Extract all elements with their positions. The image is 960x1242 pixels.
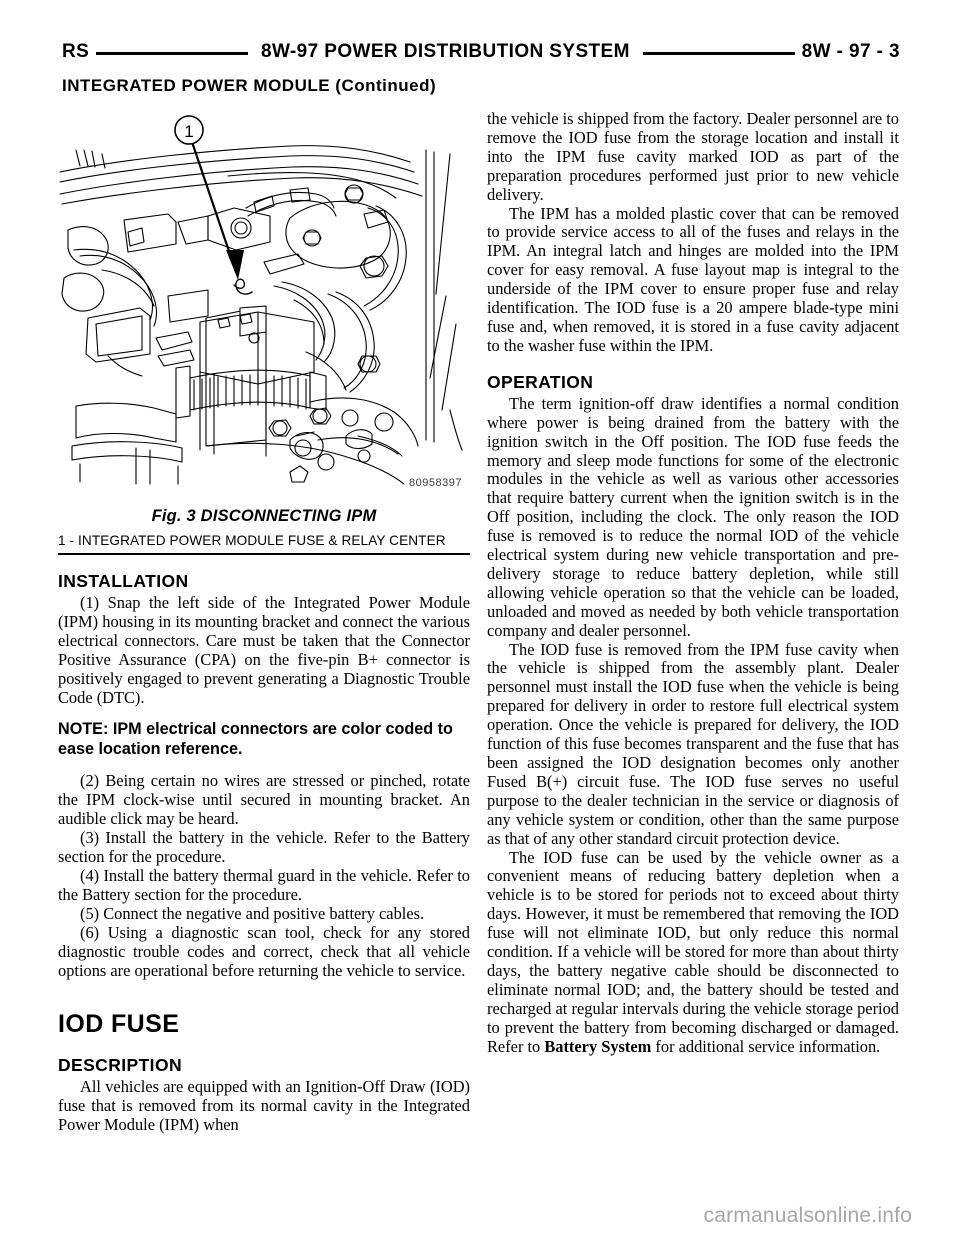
ipm-engine-bay-linedrawing <box>58 110 470 485</box>
figure-caption: Fig. 3 DISCONNECTING IPM <box>151 507 377 525</box>
description-paragraph-part-2: the vehicle is shipped from the factory. Dealer personnel are to remove the IOD fuse from the storage location and install it into the IPM fuse cavity marked IOD as part of the preparation procedures performed just prior to new vehicle delivery. <box>487 109 899 204</box>
left-column <box>58 110 470 1135</box>
figure-legend-item-1: 1 - INTEGRATED POWER MODULE FUSE & RELAY CENTER <box>58 533 446 548</box>
header-left-code: RS <box>62 41 90 62</box>
figure-3 <box>58 110 470 555</box>
heading-description: DESCRIPTION <box>58 1055 182 1076</box>
page-header <box>62 38 900 66</box>
header-page-number: 8W - 97 - 3 <box>801 41 900 62</box>
description-paragraph-2: The IPM has a molded plastic cover that can be removed to provide service access to all of the fuses and relays in the IPM. An integral latch and hinges are molded into the IPM cover for easy removal. A fuse layout map is integral to the underside of the IPM cover to ensure proper fuse and relay identification. The IOD fuse is a 20 ampere blade-type mini fuse and, when removed, it is stored in a fuse cavity adjacent to the washer fuse within the IPM. <box>487 203 899 355</box>
header-rule-right <box>643 52 795 55</box>
installation-step-4: (4) Install the battery thermal guard in the vehicle. Refer to the Battery section for the procedure. <box>58 865 470 904</box>
right-column <box>487 110 899 1057</box>
battery-system-reference: Battery System <box>544 1036 652 1056</box>
figure-divider <box>58 553 470 555</box>
operation-paragraph-1: The term ignition-off draw identifies a normal condition where power is being drained from the battery with the ignition switch in the Off position. The IOD fuse feeds the memory and sleep mode functions for some of the electronic modules in the vehicle as well as various other accessories that require battery current when the ignition switch is in the Off position, including the clock. The only reason the IOD fuse is removed is to reduce the normal IOD of the vehicle electrical system during new vehicle transportation and pre-delivery storage to reduce battery depletion, while still allowing vehicle operation so that the vehicle can be loaded, unloaded and moved as needed by both vehicle transportation company and dealer personnel. <box>487 393 899 640</box>
installation-step-3: (3) Install the battery in the vehicle. Refer to the Battery section for the procedure. <box>58 828 470 867</box>
operation-paragraph-3-pre: The IOD fuse can be used by the vehicle owner as a convenient means of reducing battery depletion when a vehicle is to be stored for periods not to exceed about thirty days. However, it must be remembered that removing the IOD fuse will not eliminate IOD, but only reduce this normal condition. If a vehicle will be stored for more than about thirty days, the battery negative cable should be disconnected to eliminate normal IOD; and, the battery should be tested and recharged at regular intervals during the vehicle storage period to prevent the battery from becoming discharged or damaged. Refer to <box>487 847 899 1056</box>
operation-paragraph-2: The IOD fuse is removed from the IPM fuse cavity when the vehicle is shipped from the assembly plant. Dealer personnel must install the IOD fuse when the vehicle is being prepared for delivery in order to restore full electrical system operation. Once the vehicle is prepared for delivery, the IOD function of this fuse becomes transparent and the fuse that has been assigned the IOD designation becomes only another Fused B(+) circuit fuse. The IOD fuse serves no useful purpose to the dealer technician in the service or diagnosis of any vehicle system or condition, other than the same purpose as that of any other standard circuit protection device. <box>487 639 899 848</box>
installation-step-6: (6) Using a diagnostic scan tool, check for any stored diagnostic trouble codes and correct, check that all vehicle options are operational before returning the vehicle to service. <box>58 922 470 980</box>
heading-operation: OPERATION <box>487 371 594 392</box>
installation-note: NOTE: IPM electrical connectors are color coded to ease location reference. <box>58 720 453 758</box>
figure-illustration <box>58 110 470 489</box>
description-paragraph-part-1: All vehicles are equipped with an Ignition-Off Draw (IOD) fuse that is removed from its normal cavity in the Integrated Power Module (IPM) when <box>58 1077 470 1135</box>
continued-heading: INTEGRATED POWER MODULE (Continued) <box>62 76 437 95</box>
installation-step-1: (1) Snap the left side of the Integrated Power Module (IPM) housing in its mounting bracket and connect the various electrical connectors. Care must be taken that the Connector Positive Assurance (CPA) on the five-pin B+ connector is positively engaged to prevent generating a Diagnostic Trouble Code (DTC). <box>58 593 470 707</box>
header-title: 8W-97 POWER DISTRIBUTION SYSTEM <box>261 41 630 62</box>
installation-step-2: (2) Being certain no wires are stressed or pinched, rotate the IPM clock-wise until secured in mounting bracket. An audible click may be heard. <box>58 771 470 829</box>
installation-step-5: (5) Connect the negative and positive battery cables. <box>80 903 425 923</box>
header-rule-left <box>96 52 248 55</box>
site-watermark: carmanualsonline.info <box>703 1204 912 1227</box>
operation-paragraph-3-post: for additional service information. <box>651 1036 881 1056</box>
figure-callout-1-text: 1 <box>184 122 194 141</box>
operation-paragraph-3 <box>487 849 899 1057</box>
heading-installation: INSTALLATION <box>58 571 189 591</box>
heading-iod-fuse: IOD FUSE <box>58 1010 180 1039</box>
figure-art-code: 80958397 <box>409 477 462 489</box>
